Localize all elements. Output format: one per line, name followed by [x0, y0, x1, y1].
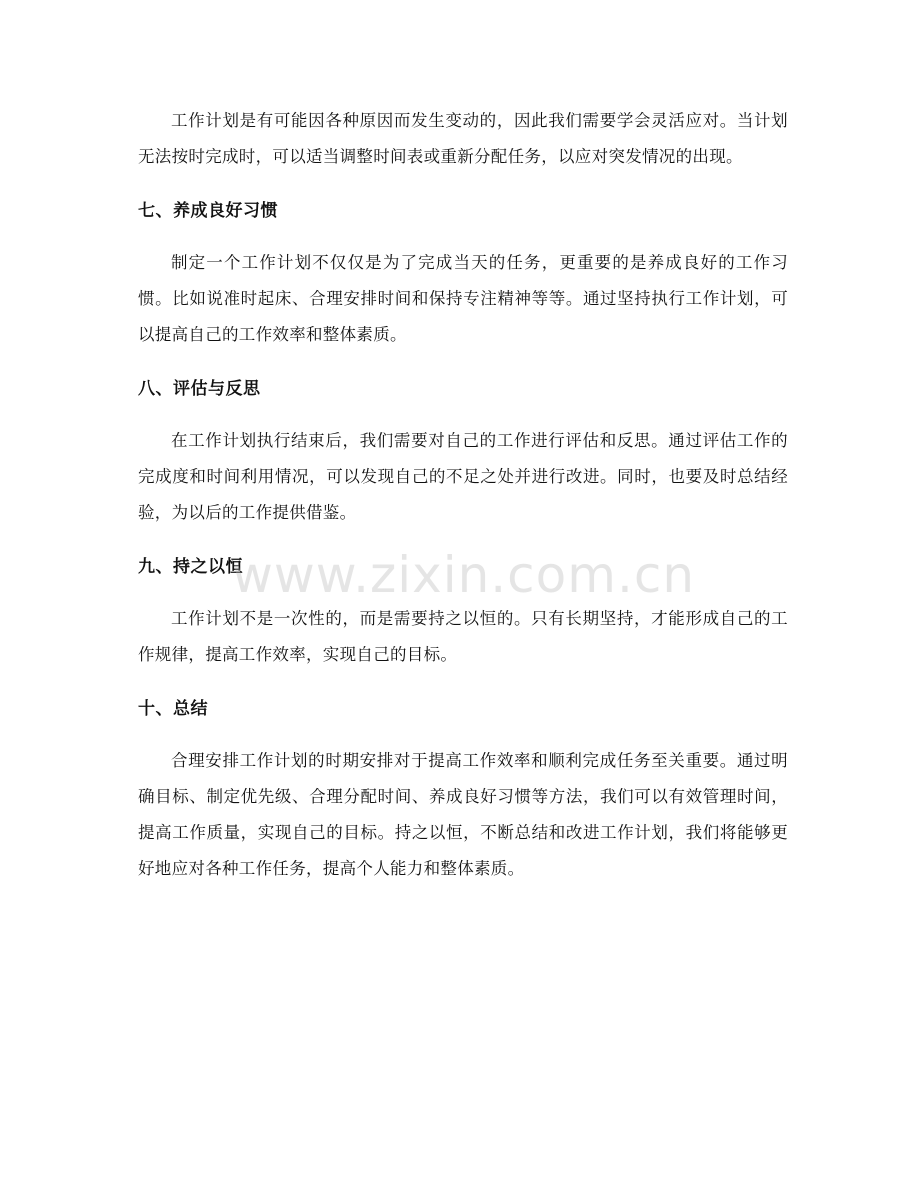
- paragraph-summary: 合理安排工作计划的时期安排对于提高工作效率和顺利完成任务至关重要。通过明确目标、制定优先级、合理分配时间、养成良好习惯等方法，我们可以有效管理时间，提高工作质量，实现自己的目标。持之以恒，不断总结和改进工作计划，我们将能够更好地应对各种工作任务，提高个人能力和整体素质。: [138, 751, 788, 878]
- paragraph-persistence: 工作计划不是一次性的，而是需要持之以恒的。只有长期坚持，才能形成自己的工作规律，提高工作效率，实现自己的目标。: [138, 609, 788, 664]
- heading-good-habits: 七、养成良好习惯: [138, 201, 278, 221]
- heading-persistence: 九、持之以恒: [138, 557, 243, 577]
- heading-evaluation: 八、评估与反思: [138, 379, 261, 399]
- heading-summary: 十、总结: [138, 699, 208, 719]
- paragraph-good-habits: 制定一个工作计划不仅仅是为了完成当天的任务，更重要的是养成良好的工作习惯。比如说准时起床、合理安排时间和保持专注精神等等。通过坚持执行工作计划，可以提高自己的工作效率和整体素质。: [138, 253, 788, 344]
- watermark-text: www.zixin.com.cn: [232, 546, 696, 604]
- paragraph-evaluation: 在工作计划执行结束后，我们需要对自己的工作进行评估和反思。通过评估工作的完成度和时间利用情况，可以发现自己的不足之处并进行改进。同时，也要及时总结经验，为以后的工作提供借鉴。: [138, 431, 788, 522]
- document-body: [138, 103, 788, 887]
- paragraph-flexibility: 工作计划是有可能因各种原因而发生变动的，因此我们需要学会灵活应对。当计划无法按时完成时，可以适当调整时间表或重新分配任务，以应对突发情况的出现。: [138, 111, 788, 166]
